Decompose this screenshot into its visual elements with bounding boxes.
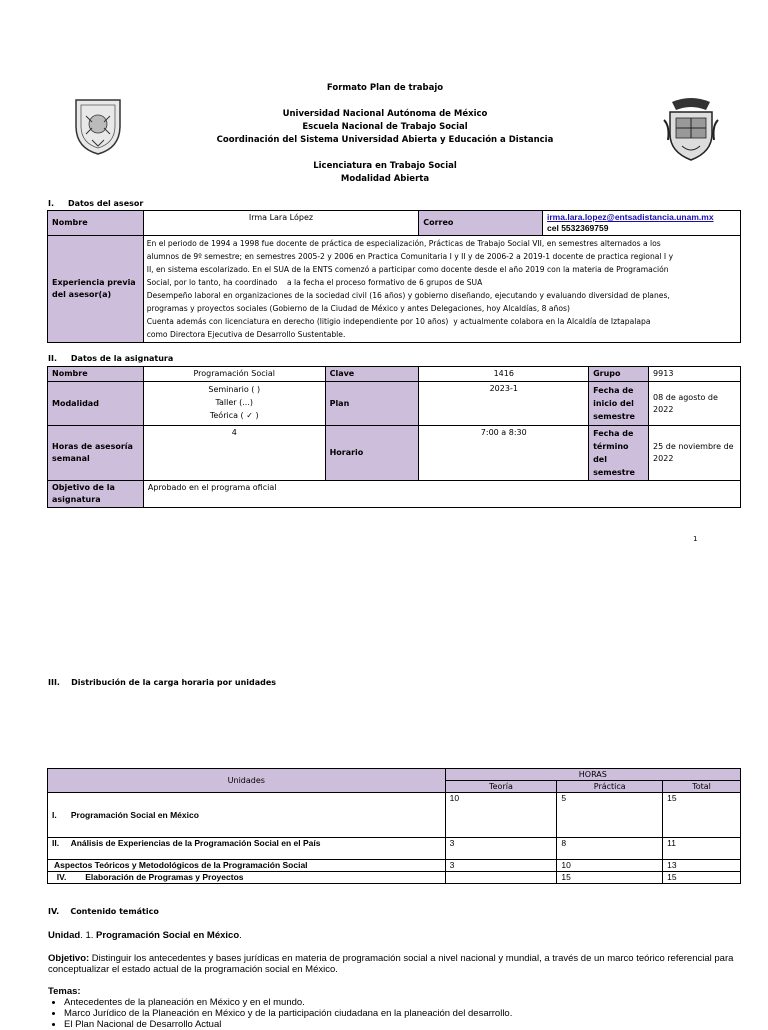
plan-value: 2023-1 (419, 382, 589, 426)
total-cell: 11 (663, 838, 741, 860)
table-row (48, 872, 741, 884)
objetivo-text: Distinguir los antecedentes y bases jurídicas en materia de programación social a nivel nacional y mundial, a través de un marco teórico referencial para conceptualizar el estado actual de la programación social en México. (48, 953, 734, 975)
modality-name: Modalidad Abierta (340, 174, 430, 184)
unidad-line: Unidad. 1. Programación Social en México. (48, 930, 242, 941)
asig-nombre-label: Nombre (48, 367, 144, 382)
grupo-label: Grupo (589, 367, 649, 382)
objetivo-asig-label: Objetivo de la asignatura (48, 481, 144, 508)
experiencia-line: En el periodo de 1994 a 1998 fue docente de práctica de especialización, Prácticas de Trabajo Social VII, en semestres alternados a los (146, 239, 661, 248)
section2-heading: II. Datos de la asignatura (48, 354, 174, 363)
clave-value: 1416 (419, 367, 589, 382)
table-row (48, 793, 741, 838)
email-link[interactable]: irma.lara.lopez@entsadistancia.unam.mx (547, 212, 714, 222)
col-practica: Práctica (557, 781, 663, 793)
unam-logo (72, 96, 124, 156)
unidad-cell: I. Programación Social en México (48, 793, 446, 838)
list-item: • Antecedentes de la planeación en México y en el mundo. (64, 997, 768, 1008)
doc-title: Formato Plan de trabajo (326, 83, 444, 93)
carga-horaria-table (47, 768, 741, 884)
objetivo-paragraph (48, 953, 738, 975)
modalidad-option: Taller (...) (215, 398, 253, 407)
unidad-title: Programación Social en México (96, 930, 240, 941)
termino-label: Fecha de término del semestre (589, 426, 649, 481)
experiencia-label: Experiencia previa del asesor(a) (48, 236, 144, 343)
termino-value: 25 de noviembre de 2022 (649, 426, 741, 481)
modalidad-option: Teórica ( ✓ ) (209, 411, 259, 420)
experiencia-line: Cuenta además con licenciatura en derecho (litigio independiente por 10 años) y actualmente colabora en la Alcaldía de Iztapalapa (146, 317, 651, 326)
page-number: 1 (693, 535, 698, 543)
horario-value: 7:00 a 8:30 (419, 426, 589, 481)
section1-heading: I. Datos del asesor (48, 199, 144, 208)
inicio-label: Fecha de inicio del semestre (589, 382, 649, 426)
unidad-number: . 1. (80, 930, 97, 941)
university-name: Universidad Nacional Autónoma de México (282, 109, 488, 119)
col-horas: HORAS (445, 769, 740, 781)
total-cell: 15 (663, 793, 741, 838)
section3-heading: III. Distribución de la carga horaria por unidades (48, 678, 277, 687)
experiencia-line: como Directora Ejecutiva de Desarrollo Sustentable. (146, 330, 346, 339)
horario-label: Horario (325, 426, 419, 481)
asignatura-table (47, 366, 741, 508)
degree-name: Licenciatura en Trabajo Social (313, 161, 457, 171)
col-total: Total (663, 781, 741, 793)
unidad-prefix: Unidad (48, 930, 81, 941)
nombre-label: Nombre (48, 211, 144, 236)
section4-heading: IV. Contenido temático (48, 907, 159, 916)
col-unidades: Unidades (48, 769, 446, 793)
practica-cell: 5 (557, 793, 663, 838)
coordination-name: Coordinación del Sistema Universidad Abierta y Educación a Distancia (216, 135, 554, 145)
objetivo-label: Objetivo: (48, 953, 90, 964)
experiencia-line: II, en sistema escolarizado. En el SUA de la ENTS comenzó a participar como docente desde el año 2019 con la materia de Programación (146, 265, 669, 274)
list-item: • Marco Jurídico de la Planeación en México y de la participación ciudadana en la planeación del desarrollo. (64, 1008, 768, 1019)
table-row (48, 838, 741, 860)
modalidad-option: Seminario ( ) (208, 385, 261, 394)
correo-label: Correo (419, 211, 543, 236)
experiencia-line: Desempeño laboral en organizaciones de la sociedad civil (16 años) y gobierno diseñando, ejecutando y evaluando diversidad de planes, (146, 291, 670, 300)
temas-list (0, 997, 768, 1030)
clave-label: Clave (325, 367, 419, 382)
teoria-cell: 3 (445, 860, 557, 872)
grupo-value: 9913 (649, 367, 741, 382)
horas-label: Horas de asesoría semanal (48, 426, 144, 481)
temas-label: Temas: (48, 986, 81, 997)
teoria-cell (445, 872, 557, 884)
horas-value: 4 (143, 426, 325, 481)
modalidad-label: Modalidad (48, 382, 144, 426)
asig-nombre-value: Programación Social (143, 367, 325, 382)
experiencia-line: alumnos de 9º semestre; en semestres 2005-2 y 2006 en Practica Comunitaria I y II y de 2006-2 a 2019-1 docente de practica regional I y (146, 252, 674, 261)
unidad-cell: II. Análisis de Experiencias de la Programación Social en el País (48, 838, 446, 860)
experiencia-text (143, 236, 740, 343)
cel-text: cel 5532369759 (547, 223, 609, 233)
practica-cell: 10 (557, 860, 663, 872)
objetivo-asig-value: Aprobado en el programa oficial (143, 481, 740, 508)
total-cell: 15 (663, 872, 741, 884)
experiencia-line: programas y proyectos sociales (Gobierno de la Ciudad de México y antes Delegaciones, hoy Alcaldías, 8 años) (146, 304, 570, 313)
asesor-table (47, 210, 741, 343)
plan-label: Plan (325, 382, 419, 426)
inicio-value: 08 de agosto de 2022 (649, 382, 741, 426)
ents-logo (662, 96, 720, 164)
unidad-cell: IV. Elaboración de Programas y Proyectos (48, 872, 446, 884)
unidad-cell: Aspectos Teóricos y Metodológicos de la Programación Social (48, 860, 446, 872)
total-cell: 13 (663, 860, 741, 872)
experiencia-line: Social, por lo tanto, ha coordinado a la fecha el proceso formativo de 6 grupos de SUA (146, 278, 483, 287)
practica-cell: 8 (557, 838, 663, 860)
modalidad-options (143, 382, 325, 426)
list-item: • El Plan Nacional de Desarrollo Actual (64, 1019, 768, 1030)
nombre-value: Irma Lara López (143, 211, 419, 236)
teoria-cell: 3 (445, 838, 557, 860)
col-teoria: Teoría (445, 781, 557, 793)
practica-cell: 15 (557, 872, 663, 884)
school-name: Escuela Nacional de Trabajo Social (302, 122, 468, 132)
teoria-cell: 10 (445, 793, 557, 838)
table-row (48, 860, 741, 872)
